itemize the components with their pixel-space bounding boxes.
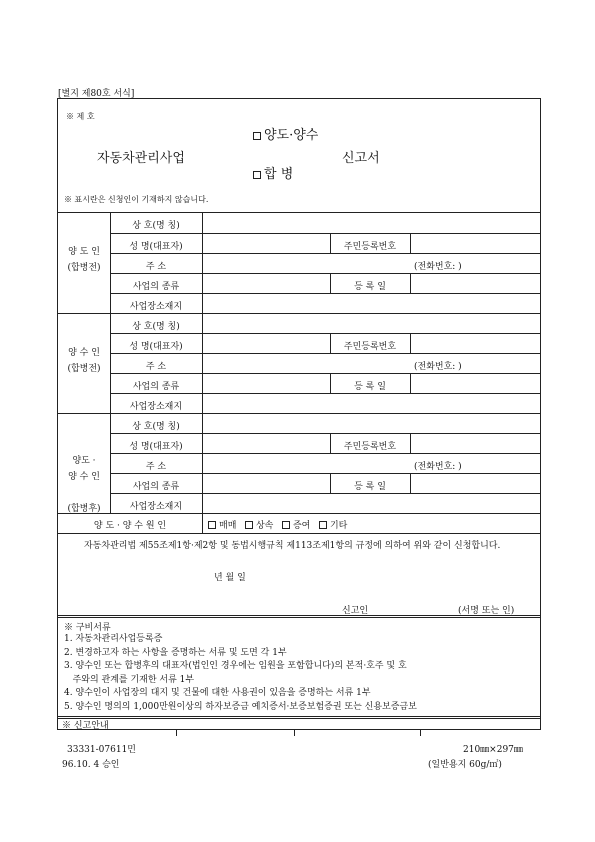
grid-vline: [410, 233, 411, 253]
docs-item: 3. 양수인 또는 합병후의 대표자(법인인 경우에는 임원을 포함합니다)의 본적·호주 및 호: [64, 661, 407, 671]
section-transferor: 양 도 인 (합병전): [67, 247, 101, 273]
grid-line: [110, 373, 541, 374]
docs-item: 2. 변경하고자 하는 사항을 증명하는 서류 및 도면 각 1부: [64, 647, 287, 658]
guide-tick: [294, 730, 295, 736]
docs-item: 1. 자동차관리사업등록증: [64, 634, 163, 644]
grid-vline: [410, 433, 411, 453]
checkbox-merge[interactable]: [253, 171, 261, 179]
label-trade-name: 상 호(명 칭): [132, 322, 180, 332]
label-phone: (전화번호: ): [414, 362, 462, 372]
grid-line: [57, 513, 541, 514]
grid-line: [57, 413, 541, 414]
grid-line: [110, 433, 541, 434]
footer-approval: 96.10. 4 승인: [62, 760, 120, 770]
label-phone: (전화번호: ): [414, 462, 462, 472]
docs-item: 5. 양수인 명의의 1,000만원이상의 하자보증금 예치증서·보증보험증권 또는 신용보증금보: [64, 701, 417, 712]
signature-label: (서명 또는 인): [458, 606, 515, 616]
table-top-line: [57, 212, 541, 213]
section-transferee: 양 수 인 (합병전): [67, 348, 101, 374]
grid-line: [110, 393, 541, 394]
grid-vline: [410, 473, 411, 493]
label-business-type: 사업의 종류: [132, 382, 180, 392]
grid-vline: [202, 212, 203, 533]
footer-paper: (일반용지 60g/㎡): [428, 760, 502, 770]
label-resident-no: 주민등록번호: [343, 242, 397, 252]
docs-item: 주와의 관계를 기재한 서류 1부: [64, 674, 195, 685]
guide-top-line: [57, 716, 541, 719]
grid-line: [110, 253, 541, 254]
label-reg-date: 등 록 일: [354, 282, 386, 292]
label-resident-no: 주민등록번호: [343, 342, 397, 352]
cause-label: 양 도 · 양 수 원 인: [93, 521, 167, 531]
footer-size: 210㎜×297㎜: [463, 745, 523, 755]
docs-list: [64, 633, 417, 714]
grid-line: [110, 493, 541, 494]
label-location: 사업장소재지: [129, 502, 183, 512]
note: ※ 표시란은 신청인이 기재하지 않습니다.: [64, 195, 209, 204]
guide-header: ※ 신고안내: [62, 721, 109, 731]
label-name: 성 명(대표자): [129, 342, 183, 352]
grid-line: [57, 313, 541, 314]
checkbox-transfer[interactable]: [253, 132, 261, 140]
label-location: 사업장소재지: [129, 402, 183, 412]
label-trade-name: 상 호(명 칭): [132, 422, 180, 432]
form-tag: [별지 제80호 서식]: [58, 89, 135, 99]
grid-line: [110, 453, 541, 454]
title-option-transfer: 양도·양수: [253, 124, 318, 143]
label-resident-no: 주민등록번호: [343, 442, 397, 452]
docs-item: 4. 양수인이 사업장의 대지 및 건물에 대한 사용권이 있음을 증명하는 서류 1부: [64, 688, 371, 698]
statement: 자동차관리법 제55조제1항·제2항 및 동법시행규칙 제113조제1항의 규정에 의하여 위와 같이 신청합니다.: [84, 541, 501, 551]
label-address: 주 소: [145, 262, 167, 272]
applicant-label: 신고인: [342, 606, 369, 616]
grid-vline: [410, 373, 411, 393]
title-option-merge: 합 병: [253, 163, 293, 182]
grid-vline: [410, 333, 411, 353]
grid-line: [110, 333, 541, 334]
label-trade-name: 상 호(명 칭): [132, 221, 180, 231]
checkbox-sale[interactable]: [208, 521, 216, 529]
section-after-merge: 양도 · 양 수 인 (합병후): [67, 456, 101, 514]
label-business-type: 사업의 종류: [132, 482, 180, 492]
label-name: 성 명(대표자): [129, 242, 183, 252]
checkbox-other[interactable]: [319, 521, 327, 529]
label-reg-date: 등 록 일: [354, 382, 386, 392]
label-name: 성 명(대표자): [129, 442, 183, 452]
grid-line: [110, 353, 541, 354]
label-location: 사업장소재지: [129, 302, 183, 312]
guide-tick: [176, 730, 177, 736]
date-line: 년 월 일: [214, 573, 246, 583]
docs-header: ※ 구비서류: [64, 623, 111, 633]
label-business-type: 사업의 종류: [132, 282, 180, 292]
label-address: 주 소: [145, 462, 167, 472]
guide-tick: [420, 730, 421, 736]
label-address: 주 소: [145, 362, 167, 372]
title-right: 신고서: [342, 151, 380, 166]
grid-line: [110, 473, 541, 474]
checkbox-inheritance[interactable]: [245, 521, 253, 529]
grid-line: [110, 273, 541, 274]
footer-code: 33331-07611민: [67, 745, 136, 755]
docs-top-line: [57, 615, 541, 618]
title-left: 자동차관리사업: [97, 151, 185, 166]
cause-options: 매매 상속 증여 기타: [208, 518, 347, 531]
grid-vline: [410, 273, 411, 293]
grid-line: [110, 293, 541, 294]
grid-line: [57, 533, 541, 534]
receipt-no-label: ※ 제 호: [66, 112, 95, 121]
label-phone: (전화번호: ): [414, 262, 462, 272]
grid-line: [110, 233, 541, 234]
checkbox-gift[interactable]: [282, 521, 290, 529]
label-reg-date: 등 록 일: [354, 482, 386, 492]
